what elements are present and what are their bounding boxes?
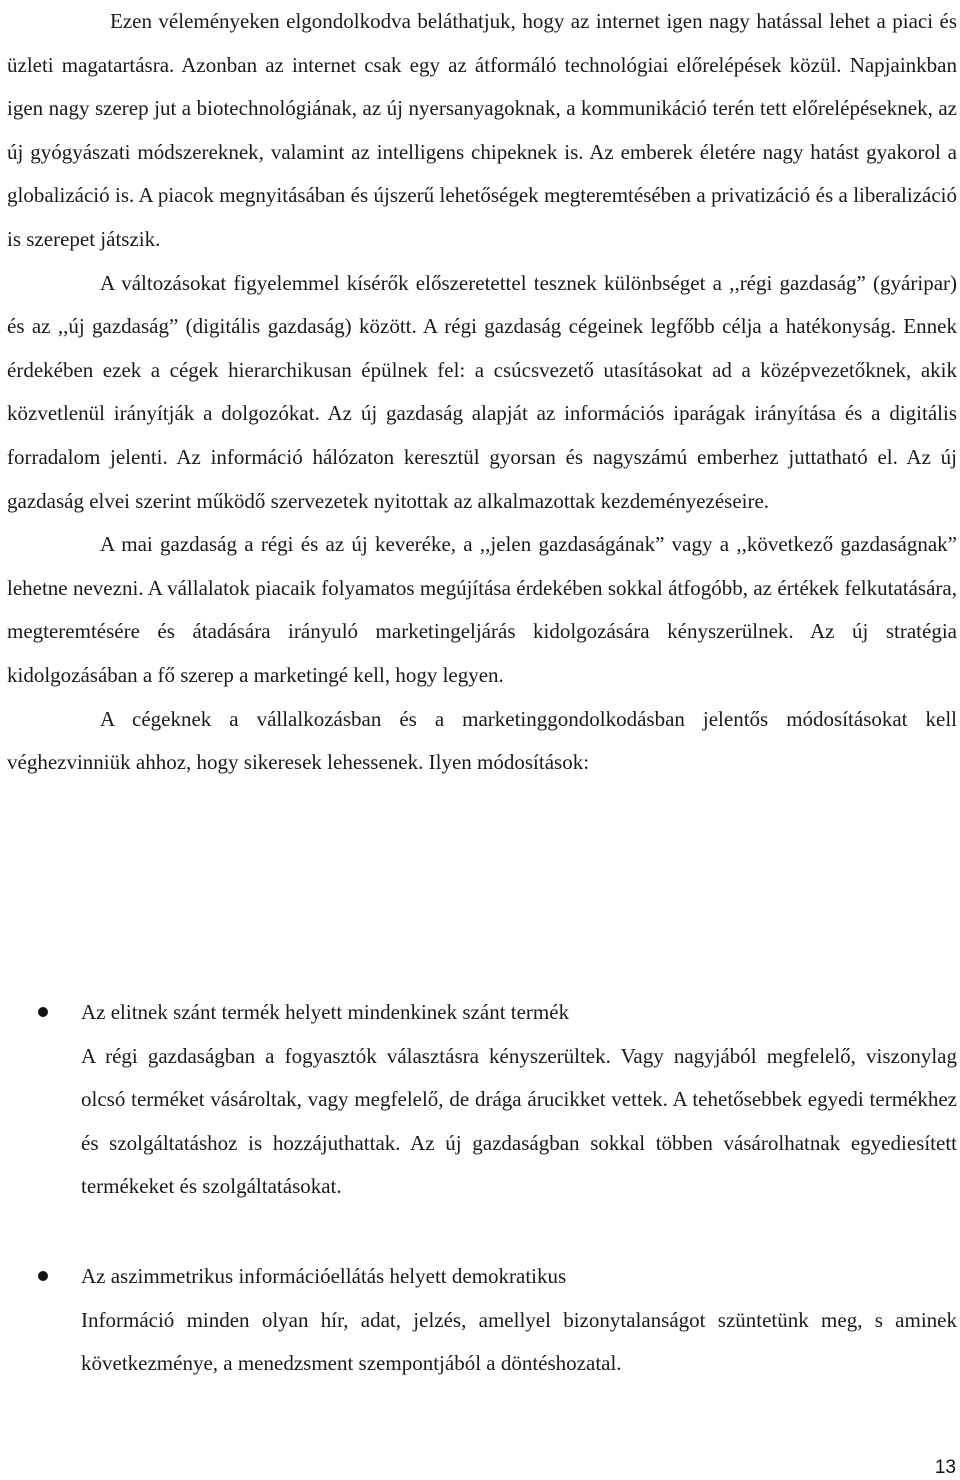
bullet-title: Az aszimmetrikus információellátás helyett demokratikus (81, 1264, 567, 1288)
body-text (7, 0, 957, 785)
paragraph-1: Ezen véleményeken elgondolkodva beláthatjuk, hogy az internet igen nagy hatással lehet a piaci és üzleti magatartásra. Azonban az internet csak egy az átformáló technológiai előrelépések közül. Napjainkban igen nagy szerep jut a biotechnológiának, az új nyersanyagoknak, a kommunikáció terén tett előrelépéseknek, az új gyógyászati módszereknek, valamint az intelligens chipeknek is. Az emberek életére nagy hatást gyakorol a globalizáció is. A piacok megnyitásában és újszerű lehetőségek megteremtésében a privatizáció és a liberalizáció is szerepet játszik. (7, 9, 957, 251)
bullet-body (81, 1255, 957, 1386)
bullet-body (81, 991, 957, 1209)
bullet-dot-icon (38, 1007, 48, 1017)
paragraph-4: A cégeknek a vállalkozásban és a marketinggondolkodásban jelentős módosításokat kell véghezvinniük ahhoz, hogy sikeresek lehessenek. Ilyen módosítások: (7, 706, 957, 775)
bullet-text: A régi gazdaságban a fogyasztók választásra kényszerültek. Vagy nagyjából megfelelő, viszonylag olcsó terméket vásároltak, vagy megfelelő, de drága árucikket vettek. A tehetősebbek egyedi termékhez és szolgáltatáshoz is hozzájuthattak. Az új gazdaságban sokkal többen vásárolhatnak egyediesített termékeket és szolgáltatásokat. (81, 1043, 957, 1199)
bullet-text: Információ minden olyan hír, adat, jelzés, amellyel bizonytalanságot szüntetünk meg, s aminek következménye, a menedzsment szempontjából a döntéshozatal. (81, 1307, 957, 1376)
page-number: 13 (934, 1457, 956, 1478)
bullet-dot-icon (38, 1271, 48, 1281)
paragraph-2: A változásokat figyelemmel kísérők előszeretettel tesznek különbséget a ,,régi gazdaság” (gyáripar) és az ,,új gazdaság” (digitális gazdaság) között. A régi gazdaság cégeinek legfőbb célja a hatékonyság. Ennek érdekében ezek a cégek hierarchikusan épülnek fel: a csúcsvezető utasításokat ad a középvezetőknek, akik közvetlenül irányítják a dolgozókat. Az új gazdaság alapját az információs iparágak irányítása és a digitális forradalom jelenti. Az információ hálózaton keresztül gyorsan és nagyszámú emberhez juttatható el. Az új gazdaság elvei szerint működő szervezetek nyitottak az alkalmazottak kezdeményezéseire. (7, 270, 957, 513)
bullet-title: Az elitnek szánt termék helyett mindenkinek szánt termék (81, 1000, 570, 1024)
paragraph-3: A mai gazdaság a régi és az új keveréke, a ,,jelen gazdaságának” vagy a ,,következő gazdaságnak” lehetne nevezni. A vállalatok piacaik folyamatos megújítása érdekében sokkal átfogóbb, az értékek felkutatására, megteremtésére és átadására irányuló marketingeljárás kidolgozására kényszerülnek. Az új stratégia kidolgozásában a fő szerep a marketingé kell, hogy legyen. (7, 532, 957, 687)
